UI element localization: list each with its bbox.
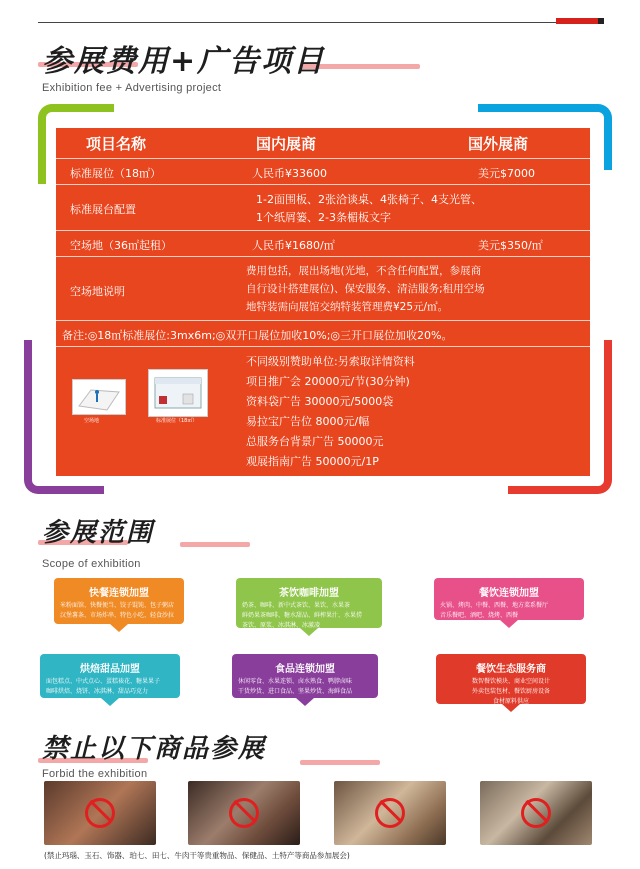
standard-booth-image <box>148 369 208 417</box>
tag-line: 食材原料供应 <box>492 698 529 705</box>
tag-line: 汉堡薯条、市场炸串、特色小吃、轻食沙拉 <box>60 612 175 619</box>
row-name: 标准展台配置 <box>70 203 136 216</box>
top-rule <box>38 22 558 23</box>
tag-line: 咖啡烘焙、烧饼、冰淇淋、甜品巧克力 <box>46 688 149 695</box>
table-row <box>56 230 590 257</box>
header-item-name: 项目名称 <box>86 135 147 153</box>
table-ads-row <box>56 346 590 477</box>
row-domestic-line: 费用包括，展出场地(光地，不含任何配置，参展商 <box>246 265 482 277</box>
tag-line: 鲜奶果茶咖啡、糖水甜品、鲜榨果汁、水果捞 <box>242 612 363 619</box>
tag-line: 干货炒货、进口食品、坚果炒货、海鲜食品 <box>238 688 353 695</box>
image-label: 标准展位（18㎡） <box>156 418 198 424</box>
tag-line: 数智餐饮模块、商业空间设计 <box>471 678 550 685</box>
forbid-subtitle: Forbid the exhibition <box>42 768 148 780</box>
tag-line: 奶茶、咖啡、新中式茶饮、果饮、水果茶 <box>242 602 351 609</box>
tag-line: 面包糕点、中式点心、蛋糕裱花、糖果果子 <box>46 678 161 685</box>
tag-notch <box>296 698 314 706</box>
tag-notch <box>502 704 520 712</box>
tag-notch <box>300 628 318 636</box>
ban-icon <box>85 798 115 828</box>
row-foreign: 美元$350/㎡ <box>478 239 543 252</box>
tag-line: 音乐餐吧、酒吧、烧烤、西餐 <box>440 612 519 619</box>
header-foreign: 国外展商 <box>468 135 529 153</box>
scope-tag-bakery <box>40 654 180 698</box>
ad-item: 项目推广会 20000元/节(30分钟) <box>246 375 410 388</box>
row-name: 标准展位（18㎡） <box>70 167 161 180</box>
scope-title: 参展范围 <box>42 518 155 548</box>
row-domestic-line: 地特装需向展馆交纳特装管理费¥25元/㎡。 <box>246 301 449 313</box>
top-accent-bar <box>556 18 598 24</box>
forbidden-photo-1 <box>44 781 156 845</box>
ad-item: 观展指南广告 50000元/1P <box>246 455 379 468</box>
row-name: 空场地说明 <box>70 285 125 298</box>
ban-icon <box>229 798 259 828</box>
forbid-underline <box>300 760 380 765</box>
forbid-caption: (禁止玛瑙、玉石、饰器、珀七、田七、牛肉干等贵重物品、保健品、土特产等商品参加展会) <box>44 851 350 860</box>
tag-title: 餐饮连锁加盟 <box>479 588 539 599</box>
table-note: 备注:◎18㎡标准展位:3mx6m;◎双开口展位加收10%;◎三开口展位加收20%。 <box>62 329 453 342</box>
table-note-row <box>56 320 590 347</box>
tag-line: 米粉面馆、快餐便当、饺子馄饨、包子粥店 <box>60 602 175 609</box>
table-header-row <box>56 128 590 158</box>
ad-item: 资料袋广告 30000元/5000袋 <box>246 395 394 408</box>
scope-tag-fast-food <box>54 578 184 624</box>
ad-item: 易拉宝广告位 8000元/幅 <box>246 415 370 428</box>
forbidden-photo-2 <box>188 781 300 845</box>
fee-table <box>56 128 590 476</box>
tag-line: 外卖包装包材、餐饮厨房设备 <box>471 688 550 695</box>
row-domestic-line: 自行设计搭建展位)、保安服务、清洁服务;租用空场 <box>246 283 485 295</box>
row-foreign: 美元$7000 <box>478 167 535 180</box>
ban-icon <box>375 798 405 828</box>
table-row <box>56 184 590 231</box>
scope-underline <box>180 542 250 547</box>
ad-item: 总服务台背景广告 50000元 <box>246 435 384 448</box>
ban-icon <box>521 798 551 828</box>
ad-item: 不同级别赞助单位:另索取详情资料 <box>246 355 415 368</box>
scope-tag-tea-coffee <box>236 578 382 628</box>
tag-notch <box>101 698 119 706</box>
forbid-title: 禁止以下商品参展 <box>42 734 267 764</box>
table-row <box>56 256 590 321</box>
tag-title: 餐饮生态服务商 <box>476 664 546 675</box>
row-domestic-line: 1个纸屑篓、2-3条楣板文字 <box>256 211 391 224</box>
tag-title: 烘焙甜品加盟 <box>80 664 140 675</box>
tag-line: 休闲零食、水果连锁、卤水熟食、鸭脖卤味 <box>238 678 353 685</box>
row-domestic-line: 1-2面围板、2张洽谈桌、4张椅子、4支光管、 <box>256 193 482 206</box>
page-title: 参展费用+广告项目 <box>42 44 326 79</box>
tag-notch <box>110 624 128 632</box>
row-domestic: 人民币¥33600 <box>252 167 327 180</box>
scope-tag-service-provider <box>436 654 586 704</box>
forbidden-photo-3 <box>334 781 446 845</box>
row-domestic: 人民币¥1680/㎡ <box>252 239 335 252</box>
tag-line: 火锅、烤肉、中餐、西餐、地方菜系餐厅 <box>440 602 549 609</box>
tag-line: 茶饮、原浆、冰淇淋、冰激凌 <box>242 622 321 629</box>
table-row <box>56 158 590 185</box>
tag-title: 食品连锁加盟 <box>275 664 335 675</box>
tag-title: 快餐连锁加盟 <box>89 588 149 599</box>
row-name: 空场地（36㎡起租） <box>70 239 172 252</box>
tag-notch <box>500 620 518 628</box>
image-label: 空场地 <box>84 418 100 424</box>
empty-space-image <box>72 379 126 415</box>
scope-subtitle: Scope of exhibition <box>42 558 141 570</box>
header-domestic: 国内展商 <box>256 135 317 153</box>
scope-tag-restaurant-chain <box>434 578 584 620</box>
tag-title: 茶饮咖啡加盟 <box>279 588 339 599</box>
top-accent-square <box>598 18 604 24</box>
forbidden-photo-4 <box>480 781 592 845</box>
page-subtitle: Exhibition fee + Advertising project <box>42 82 222 94</box>
scope-tag-food-chain <box>232 654 378 698</box>
